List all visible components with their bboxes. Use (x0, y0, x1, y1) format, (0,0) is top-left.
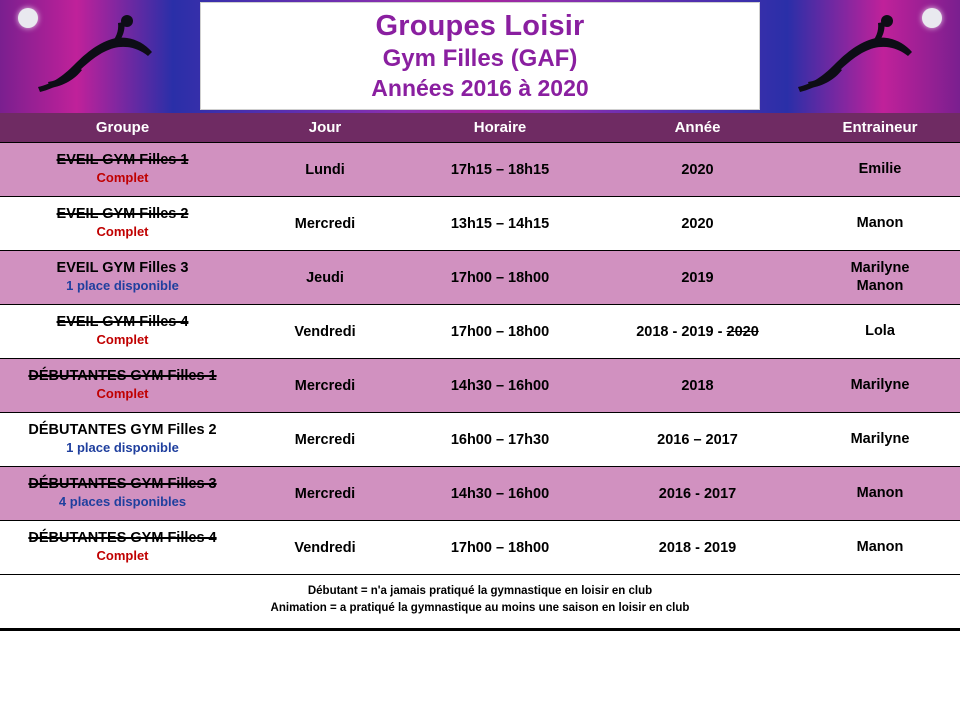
group-name: EVEIL GYM Filles 4 (56, 313, 189, 330)
column-header-jour: Jour (245, 113, 405, 143)
group-name: DÉBUTANTES GYM Filles 2 (28, 421, 217, 438)
cell-horaire: 17h00 – 18h00 (405, 251, 595, 305)
coach-name: Manon (856, 484, 904, 501)
year-text: 2018 - 2019 (658, 539, 737, 556)
cell-annee (595, 143, 800, 197)
group-name: EVEIL GYM Filles 1 (56, 151, 189, 168)
schedule-table (0, 113, 960, 575)
year-text: 2018 (681, 377, 714, 394)
column-header-groupe: Groupe (0, 113, 245, 143)
cell-horaire: 14h30 – 16h00 (405, 359, 595, 413)
table-row (0, 251, 960, 305)
gymnast-silhouette-icon (790, 14, 920, 104)
cell-annee (595, 521, 800, 575)
cell-annee (595, 359, 800, 413)
coach-name: Manon (856, 214, 904, 231)
cell-horaire: 17h00 – 18h00 (405, 305, 595, 359)
cell-jour: Mercredi (245, 359, 405, 413)
coach-name: Lola (865, 322, 895, 339)
gymnast-silhouette-icon (30, 14, 160, 104)
status-badge: 4 places disponibles (58, 494, 187, 510)
table-row (0, 143, 960, 197)
year-text-struck: 2020 (726, 323, 759, 340)
cell-groupe (0, 197, 245, 251)
cell-entraineur (800, 413, 960, 467)
cell-annee (595, 305, 800, 359)
coach-name: Marilyne (850, 260, 910, 277)
cell-jour: Mercredi (245, 413, 405, 467)
cell-entraineur (800, 521, 960, 575)
cell-groupe (0, 305, 245, 359)
footnotes-block (0, 575, 960, 631)
cell-entraineur (800, 467, 960, 521)
footnote-debutant: Débutant = n'a jamais pratiqué la gymnastique en loisir en club (307, 585, 653, 597)
cell-jour: Jeudi (245, 251, 405, 305)
coach-name: Manon (856, 538, 904, 555)
group-name: EVEIL GYM Filles 3 (56, 259, 189, 276)
cell-entraineur (800, 359, 960, 413)
status-badge: 1 place disponible (66, 440, 179, 456)
cell-groupe (0, 413, 245, 467)
year-text: 2016 – 2017 (657, 431, 738, 448)
coach-name: Manon (856, 277, 904, 294)
table-row (0, 521, 960, 575)
coach-name: Emilie (858, 160, 902, 177)
table-row (0, 197, 960, 251)
table-row (0, 467, 960, 521)
cell-entraineur (800, 143, 960, 197)
coach-name: Marilyne (850, 376, 910, 393)
cell-horaire: 17h00 – 18h00 (405, 521, 595, 575)
column-header-horaire: Horaire (405, 113, 595, 143)
cell-annee (595, 413, 800, 467)
cell-jour: Lundi (245, 143, 405, 197)
cell-jour: Mercredi (245, 467, 405, 521)
page-bottom-whitespace (0, 631, 960, 713)
cell-groupe (0, 359, 245, 413)
cell-groupe (0, 143, 245, 197)
gymnast-image-right (760, 0, 960, 113)
status-badge: Complet (96, 224, 149, 240)
year-text: 2019 (681, 269, 714, 286)
cell-horaire: 13h15 – 14h15 (405, 197, 595, 251)
group-name: EVEIL GYM Filles 2 (56, 205, 189, 222)
cell-groupe (0, 251, 245, 305)
cell-entraineur (800, 305, 960, 359)
ball-icon (922, 8, 942, 28)
cell-entraineur (800, 251, 960, 305)
status-badge: Complet (96, 386, 149, 402)
status-badge: 1 place disponible (66, 278, 179, 294)
coach-name: Marilyne (850, 430, 910, 447)
title-card (200, 2, 760, 110)
table-row (0, 359, 960, 413)
status-badge: Complet (96, 332, 149, 348)
cell-jour: Mercredi (245, 197, 405, 251)
cell-groupe (0, 521, 245, 575)
cell-groupe (0, 467, 245, 521)
status-badge: Complet (96, 170, 149, 186)
cell-annee (595, 197, 800, 251)
column-header-annee: Année (595, 113, 800, 143)
year-text: 2018 - 2019 - (636, 323, 727, 340)
page-title: Groupes Loisir (375, 10, 585, 43)
table-row (0, 413, 960, 467)
cell-jour: Vendredi (245, 305, 405, 359)
table-body (0, 143, 960, 575)
cell-jour: Vendredi (245, 521, 405, 575)
year-text: 2020 (681, 215, 714, 232)
gymnast-image-left (0, 0, 200, 113)
year-text: 2016 - 2017 (658, 485, 737, 502)
cell-horaire: 14h30 – 16h00 (405, 467, 595, 521)
group-name: DÉBUTANTES GYM Filles 1 (28, 367, 217, 384)
year-text: 2020 (681, 161, 714, 178)
group-name: DÉBUTANTES GYM Filles 4 (28, 529, 217, 546)
cell-annee (595, 251, 800, 305)
group-name: DÉBUTANTES GYM Filles 3 (28, 475, 217, 492)
header-banner (0, 0, 960, 113)
status-badge: Complet (96, 548, 149, 564)
footnote-animation: Animation = a pratiqué la gymnastique au moins une saison en loisir en club (270, 601, 690, 614)
cell-horaire: 16h00 – 17h30 (405, 413, 595, 467)
page-subtitle: Gym Filles (GAF) (382, 44, 578, 72)
table-row (0, 305, 960, 359)
table-header-row (0, 113, 960, 143)
cell-horaire: 17h15 – 18h15 (405, 143, 595, 197)
cell-annee (595, 467, 800, 521)
cell-entraineur (800, 197, 960, 251)
column-header-entraineur: Entraineur (800, 113, 960, 143)
page-subtitle-years: Années 2016 à 2020 (371, 75, 589, 102)
